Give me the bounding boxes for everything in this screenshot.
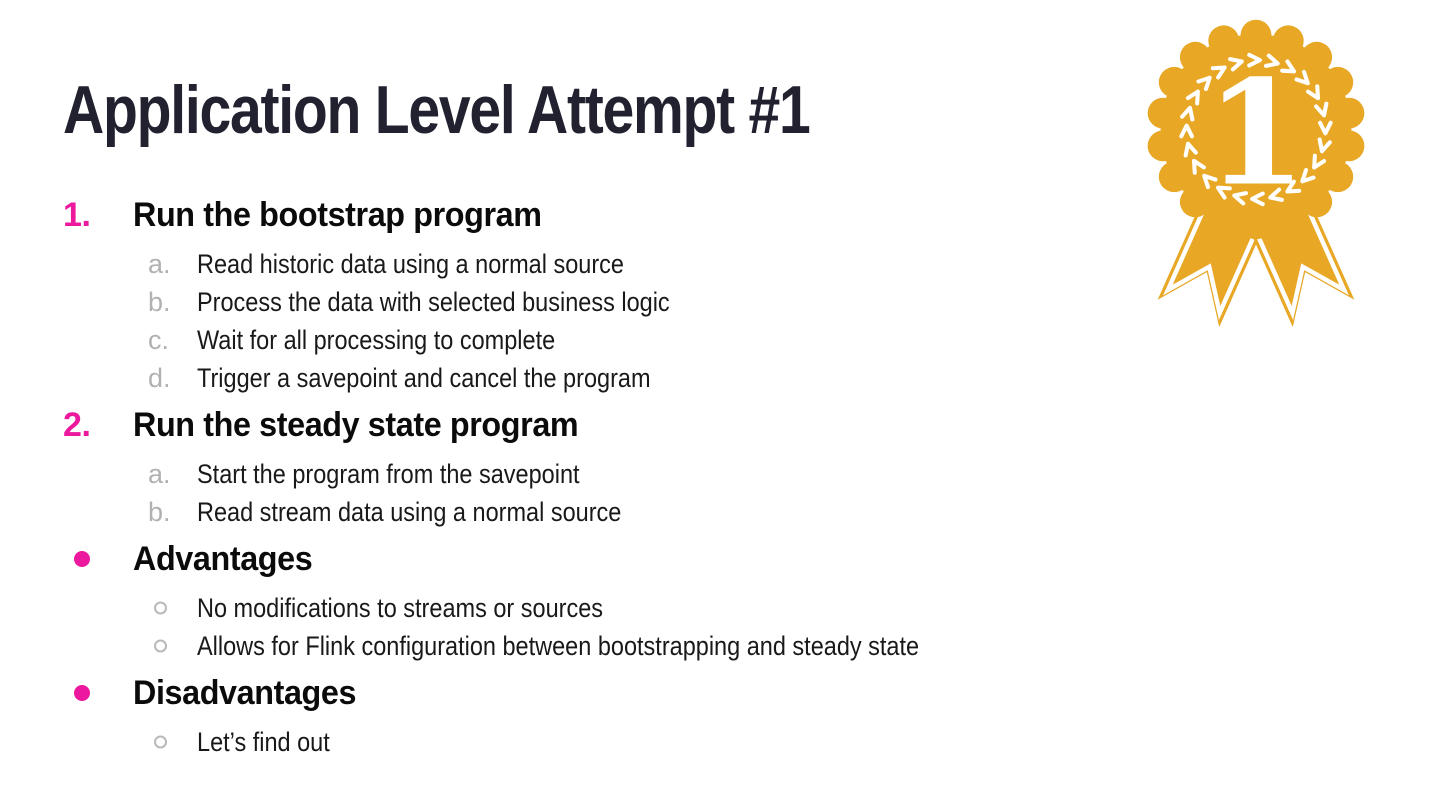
filled-bullet-icon — [74, 685, 90, 701]
sub-item — [0, 283, 1020, 321]
sub-letter-marker: b. — [148, 497, 171, 527]
sub-item — [0, 723, 1020, 761]
badge-rank-number: 1 — [1205, 48, 1307, 219]
sub-item-text: Let’s find out — [197, 727, 330, 757]
sub-letter-marker: a. — [148, 459, 171, 489]
sub-item-text: No modifications to streams or sources — [197, 593, 604, 623]
sub-list — [0, 723, 1020, 761]
hollow-bullet-icon — [154, 602, 167, 615]
sub-letter-marker: d. — [148, 363, 171, 393]
slide-title-text: Application Level Attempt #1 — [63, 72, 810, 148]
sub-item-text: Read historic data using a normal source — [197, 249, 624, 279]
sub-item-text: Trigger a savepoint and cancel the program — [197, 363, 651, 393]
outline-list — [0, 191, 1020, 761]
sub-item — [0, 245, 1020, 283]
list-item-heading: Advantages — [133, 540, 313, 578]
list-item — [0, 669, 1020, 717]
sub-item-text: Read stream data using a normal source — [197, 497, 622, 527]
sub-letter-marker: a. — [148, 249, 171, 279]
sub-letter-marker: b. — [148, 287, 171, 317]
list-item — [0, 191, 1020, 239]
list-item — [0, 535, 1020, 583]
first-place-badge-icon — [1140, 12, 1372, 353]
sub-item-text: Process the data with selected business logic — [197, 287, 670, 317]
list-item — [0, 401, 1020, 449]
hollow-bullet-icon — [154, 736, 167, 749]
list-item-heading: Disadvantages — [133, 674, 357, 712]
sub-item — [0, 321, 1020, 359]
sub-list — [0, 455, 1020, 531]
sub-letter-marker: c. — [148, 325, 170, 355]
sub-item-text: Allows for Flink configuration between bootstrapping and steady state — [197, 631, 920, 661]
sub-item-text: Wait for all processing to complete — [197, 325, 556, 355]
sub-item — [0, 359, 1020, 397]
sub-item — [0, 493, 1020, 531]
hollow-bullet-icon — [154, 640, 167, 653]
sub-list — [0, 245, 1020, 397]
filled-bullet-icon — [74, 551, 90, 567]
sub-list — [0, 589, 1020, 665]
list-number-marker: 1. — [63, 196, 91, 234]
slide-title — [63, 72, 952, 148]
list-item-heading: Run the bootstrap program — [133, 196, 542, 234]
sub-item-text: Start the program from the savepoint — [197, 459, 580, 489]
sub-item — [0, 455, 1020, 493]
sub-item — [0, 627, 1020, 665]
list-number-marker: 2. — [63, 406, 91, 444]
sub-item — [0, 589, 1020, 627]
list-item-heading: Run the steady state program — [133, 406, 579, 444]
